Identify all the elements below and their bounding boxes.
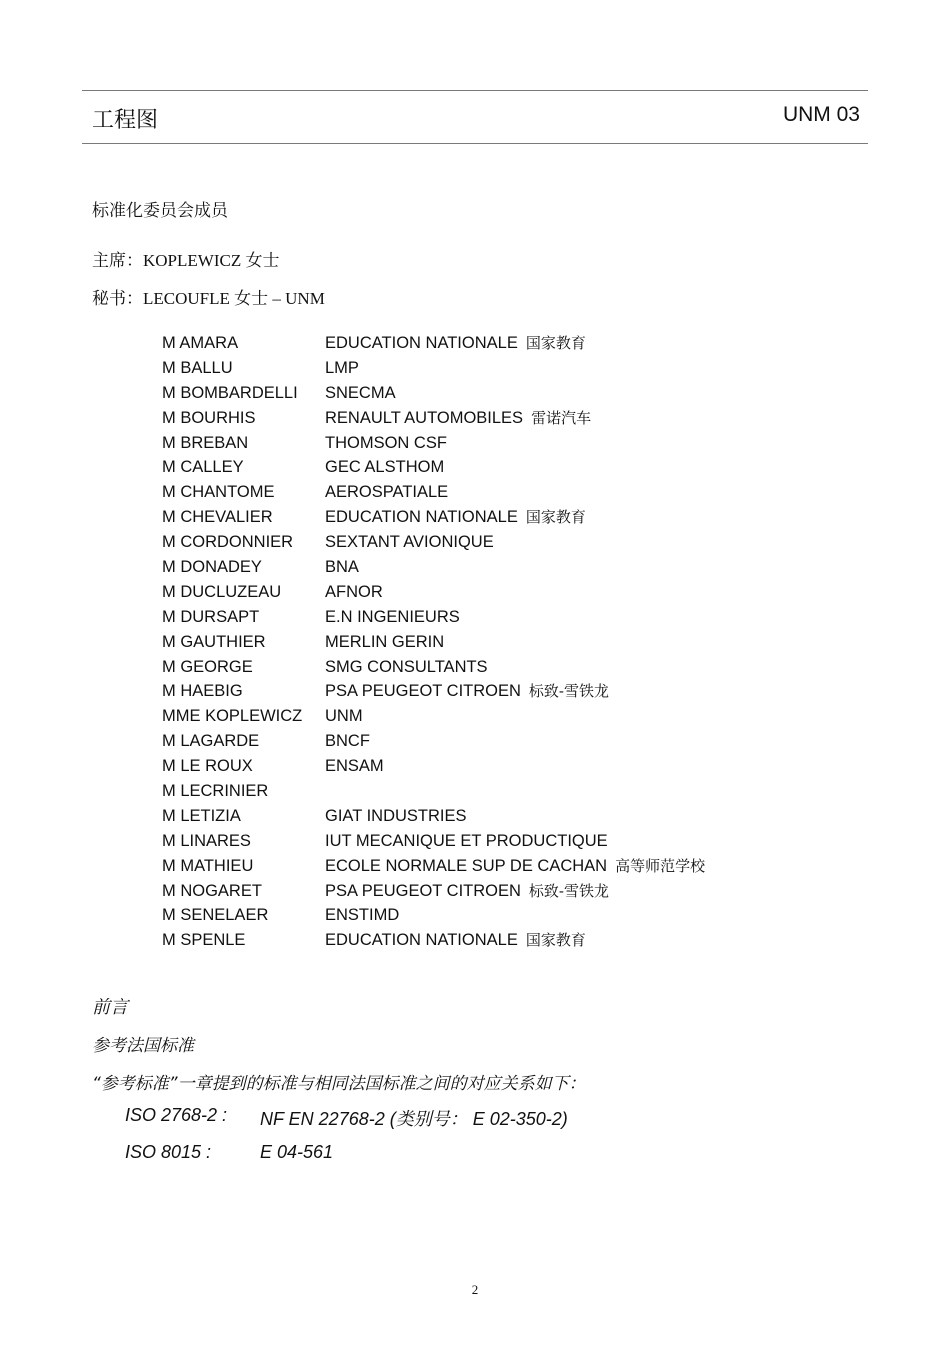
member-row [162, 630, 705, 655]
member-row [162, 854, 705, 879]
foreword-subtitle: 参考法国标准 [92, 1036, 194, 1056]
header-top-rule [82, 90, 868, 91]
member-row [162, 555, 705, 580]
member-org: GEC ALSTHOM [325, 458, 445, 477]
member-org: SNECMA [325, 383, 396, 402]
iso-ref-label: ISO 8015 : [125, 1142, 212, 1162]
member-org: LMP [325, 358, 359, 377]
member-org: IUT MECANIQUE ET PRODUCTIQUE [325, 831, 608, 850]
member-org: SMG CONSULTANTS [325, 657, 488, 676]
member-row [162, 903, 705, 928]
nf-ref-value: E 04-561 [260, 1142, 334, 1162]
member-name: M CALLEY [162, 458, 244, 477]
member-name: M LINARES [162, 831, 251, 850]
member-org: BNA [325, 558, 359, 577]
member-name: M CHANTOME [162, 483, 275, 502]
committee-heading: 标准化委员会成员 [92, 201, 228, 221]
member-name: M CHEVALIER [162, 508, 273, 527]
member-row [162, 331, 705, 356]
member-name: M BOMBARDELLI [162, 383, 298, 402]
member-name: M BOURHIS [162, 408, 256, 427]
member-org: AEROSPATIALE [325, 483, 449, 502]
member-row [162, 605, 705, 630]
member-row [162, 879, 705, 904]
member-org: EDUCATION NATIONALE [325, 334, 518, 352]
member-name: M LE ROUX [162, 757, 253, 776]
document-title: 工程图 [92, 108, 159, 133]
member-row [162, 480, 705, 505]
member-row [162, 679, 705, 704]
foreword-intro: “参考标准”一章提到的标准与相同法国标准之间的对应关系如下： [92, 1074, 586, 1094]
member-name: MME KOPLEWICZ [162, 707, 303, 726]
member-org: E.N INGENIEURS [325, 607, 460, 626]
member-org: AFNOR [325, 582, 383, 601]
member-org: EDUCATION NATIONALE [325, 931, 518, 950]
member-org: ENSAM [325, 757, 384, 776]
member-name: M AMARA [162, 334, 239, 352]
member-org-cn: 国家教育 [525, 508, 586, 527]
member-row [162, 530, 705, 555]
document-code: UNM 03 [782, 103, 860, 126]
member-row [162, 505, 705, 530]
committee-chair: 主席：KOPLEWICZ 女士 [92, 251, 280, 270]
member-org: SEXTANT AVIONIQUE [325, 533, 494, 552]
member-org: EDUCATION NATIONALE [325, 508, 518, 527]
nf-ref-value: NF EN 22768-2 (类别号： E 02-350-2) [260, 1109, 568, 1129]
member-name: M LETIZIA [162, 806, 241, 825]
member-row [162, 431, 705, 456]
member-org: PSA PEUGEOT CITROEN [325, 682, 521, 701]
member-org: BNCF [325, 732, 370, 751]
member-name: M GEORGE [162, 657, 253, 676]
member-name: M GAUTHIER [162, 632, 266, 651]
committee-secretary: 秘书：LECOUFLE 女士 – UNM [92, 289, 325, 308]
member-row [162, 804, 705, 829]
member-org: GIAT INDUSTRIES [325, 806, 467, 825]
member-org-cn: 国家教育 [525, 931, 586, 950]
member-name: M LECRINIER [162, 782, 269, 801]
member-name: M CORDONNIER [162, 533, 294, 552]
page-number: 2 [471, 1282, 479, 1297]
member-name: M BREBAN [162, 433, 249, 452]
member-name: M DUCLUZEAU [162, 582, 282, 601]
member-name: M BALLU [162, 358, 233, 377]
member-row [162, 381, 705, 406]
header-bottom-rule [82, 143, 868, 144]
member-name: M NOGARET [162, 881, 262, 900]
member-org: ENSTIMD [325, 906, 400, 925]
member-row [162, 704, 705, 729]
member-row [162, 754, 705, 779]
member-list [162, 331, 705, 953]
member-row [162, 356, 705, 381]
member-row [162, 580, 705, 605]
member-name: M MATHIEU [162, 856, 254, 875]
member-row [162, 455, 705, 480]
member-org: MERLIN GERIN [325, 632, 445, 651]
member-name: M DONADEY [162, 558, 262, 577]
foreword-title: 前言 [92, 997, 128, 1018]
member-name: M HAEBIG [162, 682, 243, 701]
member-name: M DURSAPT [162, 607, 260, 626]
member-org-cn: 雷诺汽车 [531, 408, 592, 427]
member-org: UNM [325, 707, 363, 726]
member-name: M SPENLE [162, 931, 246, 950]
member-row [162, 928, 705, 953]
member-org: THOMSON CSF [325, 433, 447, 452]
member-name: M LAGARDE [162, 732, 260, 751]
member-row [162, 779, 705, 804]
member-row [162, 655, 705, 680]
member-org-cn: 国家教育 [525, 334, 586, 352]
member-org-cn: 标致-雪铁龙 [528, 881, 609, 900]
iso-ref-label: ISO 2768-2 : [125, 1105, 228, 1125]
member-org-cn: 高等师范学校 [615, 856, 706, 875]
member-row [162, 829, 705, 854]
member-org: ECOLE NORMALE SUP DE CACHAN [325, 856, 608, 875]
member-org: PSA PEUGEOT CITROEN [325, 881, 521, 900]
member-org: RENAULT AUTOMOBILES [325, 408, 524, 427]
member-row [162, 406, 705, 431]
member-row [162, 729, 705, 754]
member-org-cn: 标致-雪铁龙 [528, 682, 609, 701]
member-name: M SENELAER [162, 906, 269, 925]
